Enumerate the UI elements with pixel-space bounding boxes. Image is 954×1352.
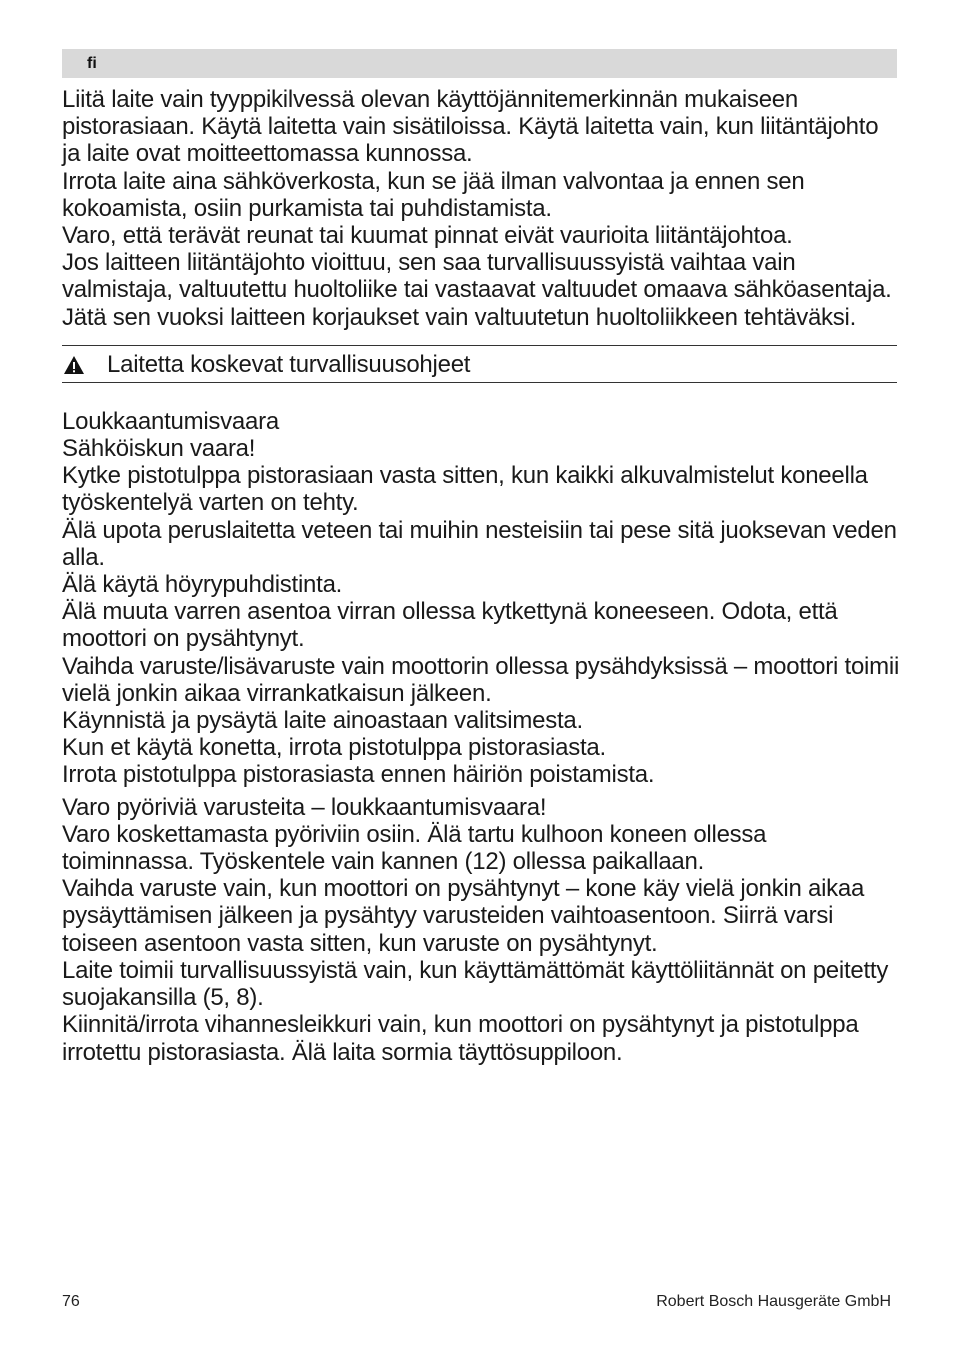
section-title: Laitetta koskevat turvallisuusohjeet [107,350,471,378]
rotating-heading: Varo pyöriviä varusteita – loukkaantumisvaara! [62,793,547,821]
language-bar [62,49,897,78]
injury-paragraph: Älä upota peruslaitetta veteen tai muihin nesteisiin tai pese sitä juoksevan veden alla. [62,516,897,571]
rotating-paragraph: Varo koskettamasta pyöriviin osiin. Älä tartu kulhoon koneen ollessa toiminnassa. Työskentele vain kannen (12) ollessa paikallaan. [62,820,767,876]
page-content [62,86,902,1066]
intro-paragraph: Liitä laite vain tyyppikilvessä olevan käyttöjännitemerkinnän mukaiseen pistorasiaan. Käytä laitetta vain sisätiloissa. Käytä laitetta vain, kun liitäntäjohto ja laite ovat moitteettomassa kunnossa. [62,86,879,168]
intro-paragraph: Varo, että terävät reunat tai kuumat pinnat eivät vaurioita liitäntäjohtoa. [62,222,793,250]
injury-paragraph: Kytke pistotulppa pistorasiaan vasta sitten, kun kaikki alkuvalmistelut koneella työskentelyä varten on tehty. [62,462,868,517]
injury-paragraph: Vaihda varuste/lisävaruste vain moottorin ollessa pysähdyksissä – moottori toimii vielä jonkin aikaa virrankatkaisun jälkeen. [62,652,900,707]
page-number: 76 [62,1293,80,1310]
injury-paragraph: Älä käytä höyrypuhdistinta. [62,571,343,599]
injury-paragraph: Kun et käytä konetta, irrota pistotulppa pistorasiasta. [62,734,606,762]
warning-triangle-icon [63,355,85,375]
shock-heading: Sähköiskun vaara! [62,435,256,463]
rotating-paragraph: Vaihda varuste vain, kun moottori on pysähtynyt – kone käy vielä jonkin aikaa pysäyttämisen jälkeen ja pysähtyy varusteiden vaihtoasentoon. Siirrä varsi toiseen asentoon vasta sitten, kun varuste on pysähtynyt. [62,875,865,957]
rotating-paragraph: Kiinnitä/irrota vihannesleikkuri vain, kun moottori on pysähtynyt ja pistotulppa irrotettu pistorasiasta. Älä laita sormia täyttösuppiloon. [62,1011,859,1066]
intro-paragraph: Jos laitteen liitäntäjohto vioittuu, sen saa turvallisuussyistä vaihtaa vain valmistaja, valtuutettu huoltoliike tai vastaavat valtuudet omaava sähköasentaja. [62,249,892,304]
rotating-paragraph: Laite toimii turvallisuussyistä vain, kun käyttämättömät käyttöliitännät on peitetty suojakansilla (5, 8). [62,956,889,1012]
language-code: fi [87,55,97,72]
company-name: Robert Bosch Hausgeräte GmbH [656,1293,891,1310]
injury-paragraph: Irrota pistotulppa pistorasiasta ennen häiriön poistamista. [62,761,655,789]
intro-paragraph: Irrota laite aina sähköverkosta, kun se jää ilman valvontaa ja ennen sen kokoamista, osiin purkamista tai puhdistamista. [62,167,805,222]
injury-paragraph: Käynnistä ja pysäytä laite ainoastaan valitsimesta. [62,707,583,735]
injury-heading: Loukkaantumisvaara [62,407,279,435]
intro-paragraph: Jätä sen vuoksi laitteen korjaukset vain valtuutetun huoltoliikkeen tehtäväksi. [62,303,857,331]
injury-paragraph: Älä muuta varren asentoa virran ollessa kytkettynä koneeseen. Odota, että moottori on pysähtynyt. [62,598,838,653]
section-heading-bar [62,345,897,383]
